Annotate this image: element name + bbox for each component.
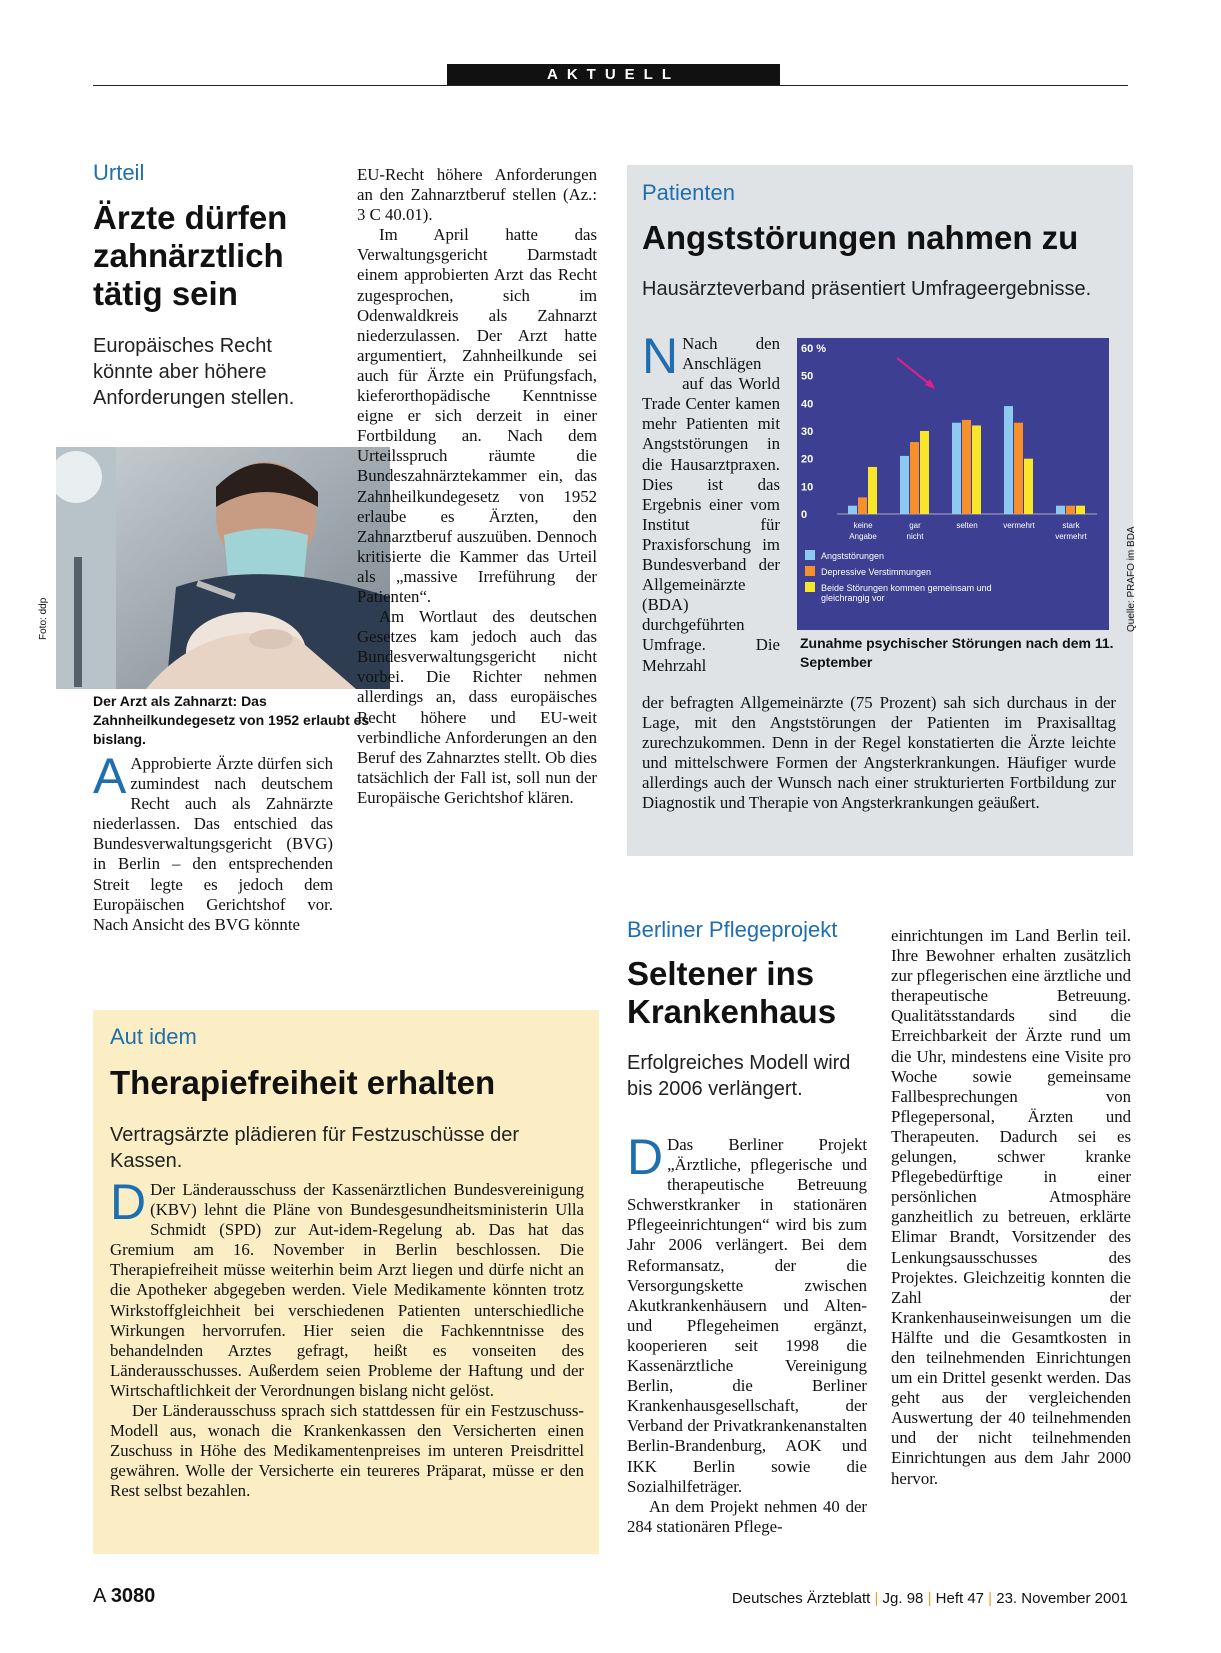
article1-col2 <box>357 165 597 808</box>
y-tick-label: 30 <box>801 426 814 438</box>
legend-swatch-1 <box>805 566 815 576</box>
bar-1-1 <box>910 442 919 514</box>
page-number <box>93 1585 155 1608</box>
dentist-photo <box>56 447 390 689</box>
journal-info: Deutsches Ärzteblatt | Jg. 98 | Heft 47 | 23. November 2001 <box>731 1590 1128 1607</box>
chart-svg <box>797 338 1109 630</box>
legend-entry-2-line2: gleichrangig vor <box>821 593 885 603</box>
bar-4-2 <box>1076 506 1085 514</box>
x-tick-label: vermehrt <box>1003 521 1035 530</box>
photo-credit: Foto: ddp <box>38 597 49 640</box>
header-rule <box>93 85 1128 86</box>
bar-1-2 <box>920 431 929 514</box>
bar-2-0 <box>952 423 961 514</box>
chart-source: Quelle: PRAFO im BDA <box>1126 526 1137 632</box>
bar-3-1 <box>1014 423 1023 514</box>
chart-caption: Zunahme psychischer Störungen nach dem 11. September <box>800 635 1114 670</box>
bar-chart <box>797 338 1109 630</box>
x-tick-label: nicht <box>906 532 924 541</box>
legend-swatch-0 <box>805 550 815 560</box>
x-tick-label: gar <box>909 521 921 530</box>
article4-col1 <box>627 1129 867 1537</box>
article1-col2-p3: Am Wortlaut des deutschen Gesetzes kam jedoch auch das Bundesverwaltungsgericht nicht vorbei. Die Richter nehmen allerdings an, dass europäisches Recht höhere und EU-weit verbindliche Anforderungen an den Beruf des Zahnarztes stellt. Ob dies tatsächlich der Fall ist, soll nun der Europäische Gerichtshof klären. <box>357 607 597 807</box>
article3-p2: Der Länderausschuss sprach sich stattdessen für ein Festzuschuss-Modell aus, wonach die Krankenkassen den Versicherten einen Zuschuss in Höhe des Medikamentenpreises im unteren Preisdrittel gewähren. Wolle der Versicherte ein teureres Präparat, müsse er den Rest selbst bezahlen. <box>110 1401 584 1501</box>
legend-entry-0: Angststörungen <box>821 551 885 561</box>
article3-kicker: Aut idem <box>110 1024 197 1049</box>
article2-kicker: Patienten <box>642 180 735 205</box>
article1-col1 <box>93 748 333 935</box>
x-tick-label: selten <box>956 521 978 530</box>
article4-col1-text: Das Berliner Projekt „Ärztliche, pflegerische und therapeutische Betreuung Schwerstkranker in stationären Pflegeeinrichtungen“ wird bis zum Jahr 2006 verlängert. Bei dem Reformansatz, der die Versorgungskette zwischen Akutkrankenhäusern und Alten- und Pflegeheimen ergänzt, kooperieren seit 1998 die Kassenärztliche Vereinigung Berlin, die Berliner Krankenhausgesellschaft, der Verband der Privatkrankenanstalten Berlin-Brandenburg, AOK und IKK Berlin sowie die Sozialhilfeträger. <box>627 1135 867 1496</box>
x-tick-label: vermehrt <box>1055 532 1087 541</box>
x-tick-label: keine <box>853 521 873 530</box>
drop-cap-d1: D <box>110 1174 147 1230</box>
article3-body <box>110 1174 584 1502</box>
y-tick-label: 10 <box>801 481 814 494</box>
page-prefix: A <box>93 1585 106 1607</box>
section-header: AKTUELL <box>447 64 780 86</box>
drop-cap-a: A <box>93 748 127 804</box>
bar-3-2 <box>1024 459 1033 514</box>
bar-2-2 <box>972 425 981 514</box>
article2-headline: Angststörungen nahmen zu <box>642 219 1079 256</box>
article2-deck: Hausärzteverband präsentiert Umfrageergebnisse. <box>642 278 1092 300</box>
article1-col2-p2: Im April hatte das Verwaltungsgericht Darmstadt einem approbierten Arzt das Recht zugesprochen, sich im Odenwaldkreis als Zahnarzt niederzulassen. Der Arzt hatte argumentiert, Zahnheilkunde sei auch für Ärzte ein Prüfungsfach, kieferorthopädische Kenntnisse eigne er sich derzeit in einer Fortbildung an. Nach dem Urteilsspruch räumte die Bundeszahnärztekammer ein, das Zahnheilkundegesetz von 1952 erlaube es Ärzten, den Zahnarztberuf auszuüben. Dennoch kritisierte die Kammer das Urteil als „massive Irreführung der Patienten“. <box>357 225 597 606</box>
bar-1-0 <box>900 456 909 514</box>
article4-deck: Erfolgreiches Modell wird bis 2006 verlängert. <box>627 1052 851 1100</box>
page-number-value: 3080 <box>110 1585 156 1607</box>
legend-entry-1: Depressive Verstimmungen <box>821 567 932 577</box>
y-tick-label: 50 <box>801 370 814 383</box>
article1-col2-p1: EU-Recht höhere Anforderungen an den Zahnarztberuf stellen (Az.: 3 C 40.01). <box>357 165 597 225</box>
article1-col1-text: Approbierte Ärzte dürfen sich zumindest nach deutschem Recht auch als Zahnärzte niederlassen. Das entschied das Bundesverwaltungsgericht (BVG) in Berlin – den entsprechenden Streit legte es jedoch dem Europäischen Gerichtshof vor. Nach Ansicht des BVG könnte <box>93 754 333 934</box>
y-tick-label: 40 <box>801 398 814 411</box>
y-tick-label: 60 % <box>801 343 827 355</box>
article3-p1-text: Der Länderausschuss der Kassenärztlichen Bundesvereinigung (KBV) lehnt die Pläne von Bundesgesundheitsministerin Ulla Schmidt (SPD) zur Aut-idem-Regelung ab. Das hat das Gremium am 16. November in Berlin beschlossen. Die Therapiefreiheit müsse weiterhin beim Arzt liegen und dürfe nicht an die Apotheker abgegeben werden. Viele Medikamente könnten trotz Wirkstoffgleichheit bei verschiedenen Patienten unterschiedliche Wirkungen hervorrufen. Hier seien die Fachkenntnisse des behandelnden Arztes gefragt, heißt es vonseiten des Länderausschusses. Außerdem seien Probleme der Haftung und der Wirtschaftlichkeit der Verordnungen bislang nicht gelöst. <box>110 1180 584 1400</box>
bar-4-0 <box>1056 506 1065 514</box>
article1-headline: Ärzte dürfen zahnärztlich tätig sein <box>93 199 288 312</box>
bar-0-0 <box>848 506 857 514</box>
journal-volume: Jg. 98 <box>882 1590 924 1607</box>
drop-cap-d2: D <box>627 1129 664 1185</box>
bar-3-0 <box>1004 406 1013 514</box>
bar-0-2 <box>868 467 877 514</box>
y-tick-label: 0 <box>801 509 808 521</box>
article4-headline: Seltener ins Krankenhaus <box>627 955 837 1030</box>
photo-caption: Der Arzt als Zahnarzt: Das Zahnheilkundegesetz von 1952 erlaubt es bislang. <box>93 693 370 747</box>
bar-0-1 <box>858 497 867 514</box>
article2-full-col: der befragten Allgemeinärzte (75 Prozent) sah sich durchaus in der Lage, mit den Angststörungen der Patienten im Praxisalltag zurechzukommen. Denn in der Regel konstatierten die Ärzte leichte und mittelschwere Formen der Angsterkrankungen. Häufiger wurde allerdings auch der Wunsch nach einer strukturierten Fortbildung zur Diagnostik und Therapie von Angsterkrankungen geäußert. <box>642 693 1116 813</box>
article3-headline: Therapiefreiheit erhalten <box>110 1064 496 1101</box>
journal-name: Deutsches Ärzteblatt <box>731 1590 871 1607</box>
x-tick-label: stark <box>1062 521 1080 530</box>
article2-narrow-col <box>642 328 780 676</box>
drop-cap-n: N <box>642 328 679 384</box>
x-tick-label: Angabe <box>849 532 877 541</box>
legend-swatch-2 <box>805 582 815 592</box>
article3-deck: Vertragsärzte plädieren für Festzuschüsse der Kassen. <box>110 1124 520 1172</box>
bar-2-1 <box>962 420 971 514</box>
article4-col1-p2: An dem Projekt nehmen 40 der 284 stationären Pflege- <box>627 1496 867 1536</box>
article4-col2: einrichtungen im Land Berlin teil. Ihre Bewohner erhalten zusätzlich zur pflegerischen eine ärztliche und therapeutische Betreuung. Qualitätsstandards sind die Erreichbarkeit der Ärzte rund um die Uhr, mindestens eine Visite pro Woche sowie gemeinsame Fallbesprechungen von Pflegepersonal, Ärzten und Therapeuten. Dadurch sei es gelungen, schwer kranke Pflegebedürftige in einer persönlichen Atmosphäre ganzheitlich zu betreuen, erklärte Elimar Brandt, Vorsitzender des Lenkungsausschusses des Projektes. Gleichzeitig konnten die Zahl der Krankenhauseinweisungen um die Hälfte und die Gesamtkosten in den teilnehmenden Einrichtungen um ein Drittel gesenkt werden. Das geht aus der vergleichenden Auswertung der 40 teilnehmenden und der nicht teilnehmenden Einrichtungen aus dem Jahr 2000 hervor. <box>891 926 1131 1488</box>
article1-deck: Europäisches Recht könnte aber höhere Anforderungen stellen. <box>93 335 295 409</box>
article1-kicker: Urteil <box>93 160 145 185</box>
article2-narrow-text: Nach den Anschlägen auf das World Trade Center kamen mehr Patienten mit Angststörungen in die Hausarztpraxen. Dies ist das Ergebnis einer vom Institut für Praxisforschung im Bundesverband der Allgemeinärzte (BDA) durchgeführten Umfrage. Die Mehrzahl <box>642 334 780 675</box>
bar-4-1 <box>1066 506 1075 514</box>
article4-kicker: Berliner Pflegeprojekt <box>627 917 838 942</box>
journal-date: 23. November 2001 <box>996 1590 1128 1607</box>
legend-entry-2: Beide Störungen kommen gemeinsam und <box>821 583 992 593</box>
y-tick-label: 20 <box>801 453 814 466</box>
journal-issue: Heft 47 <box>935 1590 985 1607</box>
